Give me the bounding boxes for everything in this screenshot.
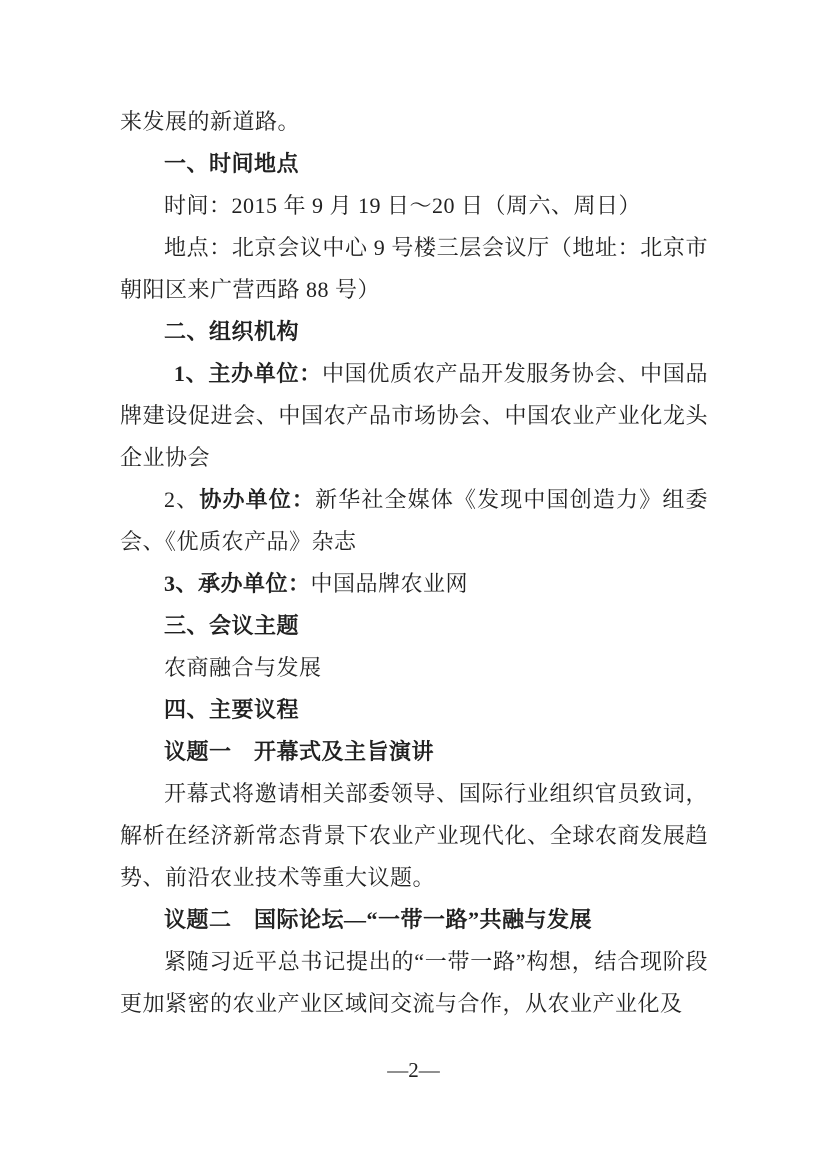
co-organizers-label: 协办单位： — [199, 487, 316, 512]
paragraph-text: 来发展的新道路。 — [120, 109, 301, 134]
heading-text: 四、主要议程 — [164, 697, 300, 722]
paragraph-text: 紧随习近平总书记提出的“一带一路”构想，结合现阶段更加紧密的农业产业区域间交流与合作，从农业产业化及 — [120, 949, 708, 1016]
section-heading-time-location — [120, 143, 708, 185]
paragraph-undertaker — [120, 563, 708, 605]
paragraph-text: 中国优质农产品开发服务协会、中国品牌建设促进会、中国农产品市场协会、中国农业产业化龙头企业协会 — [120, 361, 708, 470]
undertaker-label: 3、承办单位： — [164, 571, 311, 596]
heading-text: 一、时间地点 — [164, 151, 300, 176]
paragraph-topic2-description — [120, 941, 708, 1025]
section-heading-theme — [120, 605, 708, 647]
heading-text: 议题一 开幕式及主旨演讲 — [164, 739, 435, 764]
heading-text: 二、组织机构 — [164, 319, 300, 344]
topic-heading-1 — [120, 731, 708, 773]
paragraph-location — [120, 227, 708, 311]
paragraph-text: 新华社全媒体《发现中国创造力》组委会、《优质农产品》杂志 — [120, 487, 708, 554]
paragraph-co-organizers — [120, 479, 708, 563]
document-content — [120, 101, 708, 1025]
paragraph-theme — [120, 647, 708, 689]
section-heading-organization — [120, 311, 708, 353]
heading-text: 议题二 国际论坛—“一带一路”共融与发展 — [164, 907, 593, 932]
host-units-label: 1、主办单位： — [173, 361, 322, 386]
paragraph-continuation — [120, 101, 708, 143]
paragraph-text: 开幕式将邀请相关部委领导、国际行业组织官员致词，解析在经济新常态背景下农业产业现代化、全球农商发展趋势、前沿农业技术等重大议题。 — [120, 781, 708, 890]
page-number-text: —2— — [387, 1058, 440, 1082]
item-number: 2、 — [164, 487, 200, 512]
topic-heading-2 — [120, 899, 708, 941]
paragraph-text: 农商融合与发展 — [164, 655, 322, 680]
paragraph-time — [120, 185, 708, 227]
paragraph-text: 时间：2015 年 9 月 19 日～20 日（周六、周日） — [164, 193, 642, 218]
paragraph-text: 中国品牌农业网 — [310, 571, 469, 596]
paragraph-topic1-description — [120, 773, 708, 899]
page-number — [0, 1056, 827, 1084]
paragraph-host-units — [120, 353, 708, 479]
heading-text: 三、会议主题 — [164, 613, 300, 638]
section-heading-agenda — [120, 689, 708, 731]
paragraph-text: 地点：北京会议中心 9 号楼三层会议厅（地址：北京市朝阳区来广营西路 88 号） — [120, 235, 708, 302]
